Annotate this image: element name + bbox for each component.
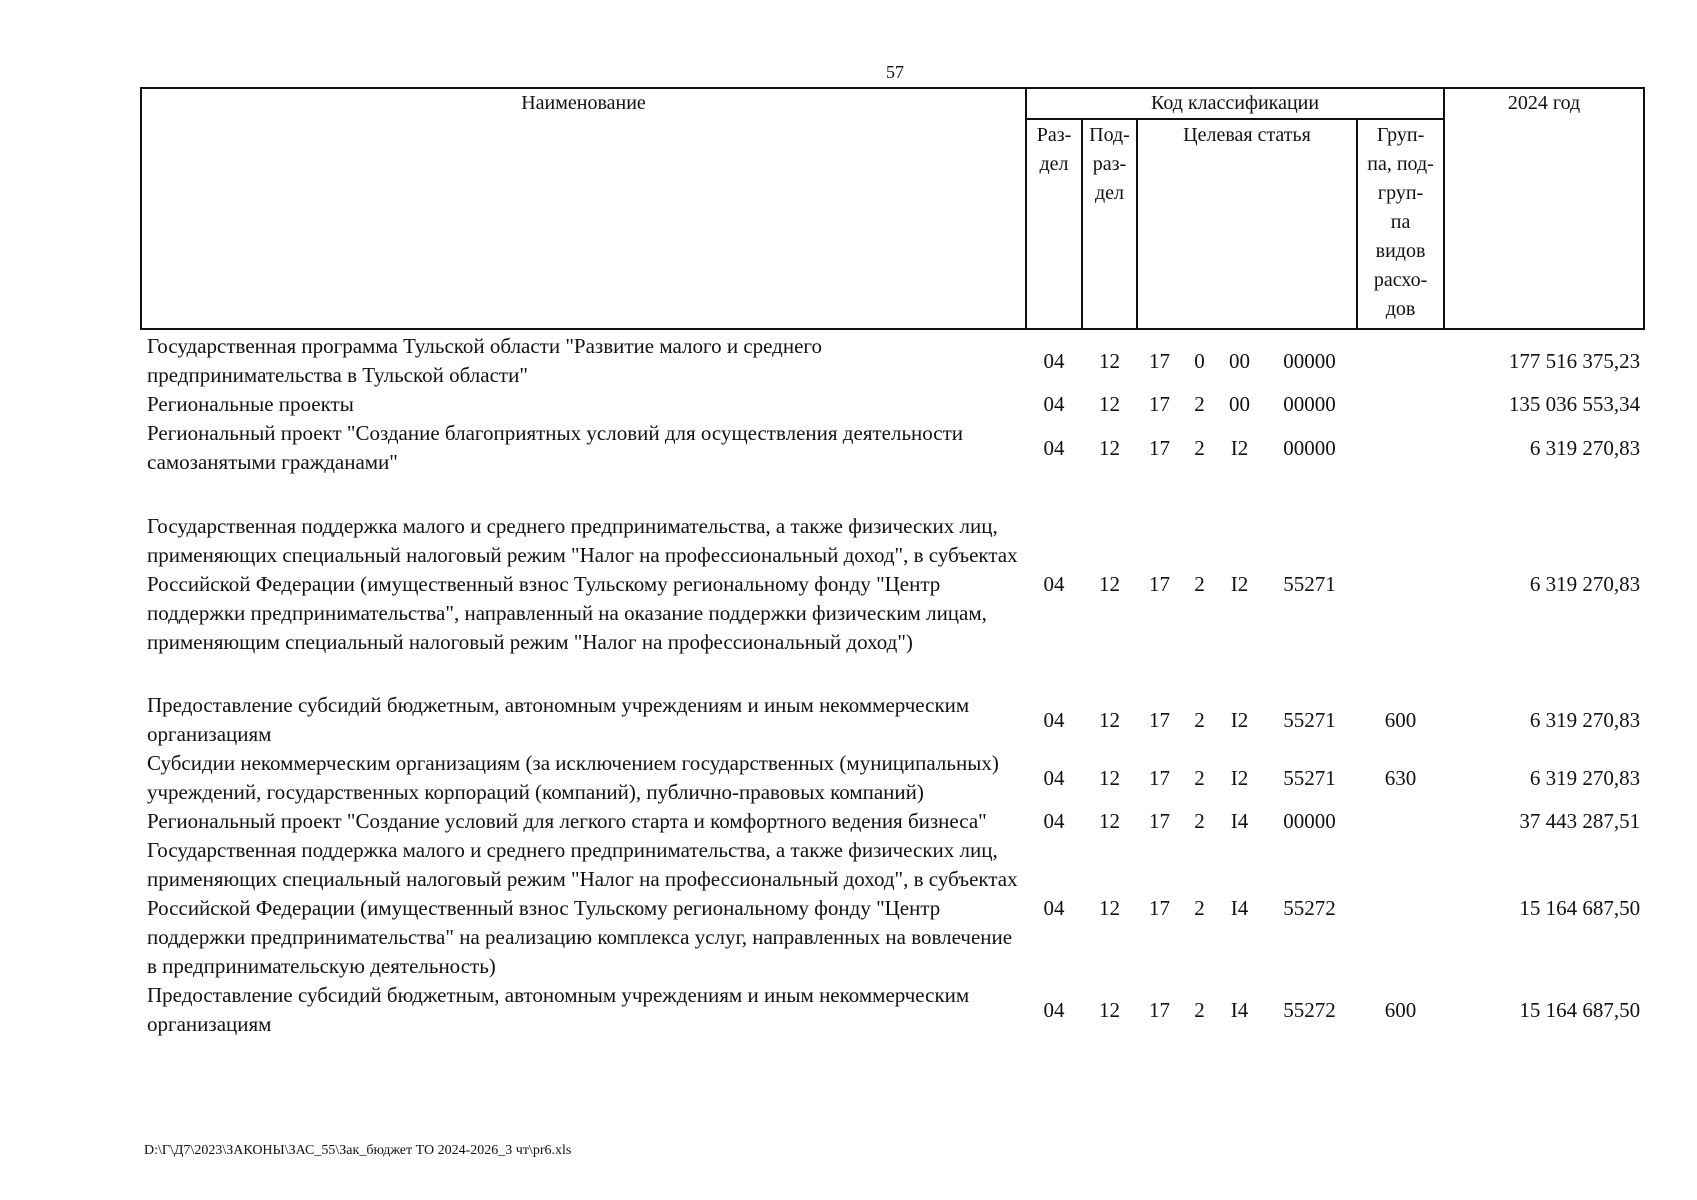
row-amount: 15 164 687,50 (1519, 997, 1641, 1022)
header-razdel: Раз- дел (1026, 119, 1082, 329)
row-amount: 6 319 270,83 (1529, 435, 1641, 460)
row-razdel: 04 (1043, 707, 1065, 732)
row-target-part-2: 2 (1194, 435, 1205, 460)
row-target-part-3: I2 (1230, 707, 1249, 732)
row-expense-group: 600 (1384, 997, 1417, 1022)
row-target-part-3: I4 (1230, 896, 1249, 920)
row-target-part-4: 00000 (1283, 435, 1336, 460)
row-expense-group (1357, 477, 1444, 691)
row-name: Субсидии некоммерческим организациям (за исключением государственных (муниципальных) учреждений, государственных корпораций (компаний), публично-правовых компаний) (147, 751, 999, 804)
row-amount: 6 319 270,83 (1529, 571, 1641, 596)
header-name: Наименование (141, 88, 1026, 329)
header-podrazdel: Под- раз- дел (1082, 119, 1137, 329)
row-name: Государственная программа Тульской области "Развитие малого и среднего предпринимательства в Тульской области" (147, 334, 823, 387)
row-target-part-4: 55271 (1283, 571, 1336, 596)
row-expense-group (1357, 329, 1444, 390)
row-name: Региональные проекты (147, 392, 354, 416)
row-expense-group (1357, 836, 1444, 981)
row-target-part-1: 17 (1149, 707, 1170, 732)
row-name: Региональный проект "Создание условий для легкого старта и комфортного ведения бизнеса" (147, 809, 987, 833)
row-amount: 37 443 287,51 (1519, 809, 1641, 833)
table-row (141, 836, 1644, 981)
row-razdel: 04 (1043, 435, 1065, 460)
row-target-part-2: 2 (1194, 896, 1205, 920)
row-target-part-1: 17 (1149, 896, 1170, 920)
table-row (141, 477, 1644, 691)
row-target-part-3: I4 (1230, 997, 1249, 1022)
row-target-part-3: 00 (1229, 392, 1250, 416)
table-row (141, 419, 1644, 477)
row-razdel: 04 (1043, 765, 1065, 790)
row-razdel: 04 (1043, 997, 1065, 1022)
row-expense-group: 630 (1384, 765, 1417, 790)
row-target-part-3: I2 (1230, 765, 1249, 790)
table-row (141, 749, 1644, 807)
row-razdel: 04 (1043, 809, 1065, 833)
row-expense-group (1357, 807, 1444, 836)
row-name: Государственная поддержка малого и среднего предпринимательства, а также физических лиц, применяющих специальный налоговый режим "Налог на профессиональный доход", в субъектах Российской Федерации (имущественный взнос Тульскому региональному фонду "Центр поддержки предпринимательства", направленный на оказание поддержки физическим лицам, применяющим специальный налоговый режим "Налог на профессиональный доход") (147, 513, 1018, 654)
table-row (141, 981, 1644, 1039)
row-target-part-2: 0 (1194, 348, 1205, 373)
row-target-part-1: 17 (1149, 765, 1170, 790)
row-target-part-1: 17 (1149, 571, 1170, 596)
row-target-part-2: 2 (1194, 809, 1205, 833)
row-expense-group: 600 (1384, 707, 1417, 732)
row-expense-group (1357, 419, 1444, 477)
row-name: Региональный проект "Создание благоприятных условий для осуществления деятельности самозанятыми гражданами" (147, 421, 964, 474)
row-expense-group (1357, 390, 1444, 419)
table-row (141, 691, 1644, 749)
row-target-part-4: 00000 (1283, 348, 1336, 373)
row-target-part-1: 17 (1149, 435, 1170, 460)
row-name: Предоставление субсидий бюджетным, автономным учреждениям и иным некоммерческим организациям (147, 693, 970, 746)
row-razdel: 04 (1043, 896, 1065, 920)
row-target-part-3: I4 (1230, 809, 1249, 833)
page-number: 57 (886, 62, 904, 82)
row-target-part-1: 17 (1149, 348, 1170, 373)
row-razdel: 04 (1043, 392, 1065, 416)
table-row (141, 329, 1644, 390)
row-amount: 6 319 270,83 (1529, 707, 1641, 732)
row-target-part-1: 17 (1149, 997, 1170, 1022)
row-razdel: 04 (1043, 571, 1065, 596)
row-podrazdel: 12 (1099, 392, 1120, 416)
header-target-article: Целевая статья (1137, 119, 1357, 329)
row-name: Предоставление субсидий бюджетным, автономным учреждениям и иным некоммерческим организациям (147, 983, 970, 1036)
header-year: 2024 год (1444, 88, 1644, 329)
row-target-part-4: 55271 (1283, 707, 1336, 732)
header-expense-group: Груп- па, под- груп- па видов расхо- дов (1357, 119, 1444, 329)
header-code-group: Код классификации (1026, 88, 1444, 119)
row-podrazdel: 12 (1099, 348, 1120, 373)
row-target-part-3: I2 (1230, 435, 1249, 460)
row-target-part-2: 2 (1194, 707, 1205, 732)
row-amount: 177 516 375,23 (1508, 348, 1641, 373)
row-target-part-4: 00000 (1283, 809, 1336, 833)
row-podrazdel: 12 (1099, 707, 1120, 732)
table-body (141, 329, 1644, 1039)
row-podrazdel: 12 (1099, 896, 1120, 920)
row-podrazdel: 12 (1099, 765, 1120, 790)
row-target-part-2: 2 (1194, 997, 1205, 1022)
row-podrazdel: 12 (1099, 435, 1120, 460)
row-target-part-2: 2 (1194, 571, 1205, 596)
row-target-part-3: 00 (1229, 348, 1250, 373)
file-path-footer: D:\Г\Д7\2023\ЗАКОНЫ\ЗАС_55\Зак_бюджет ТО 2024-2026_3 чт\pr6.xls (144, 1143, 572, 1158)
budget-table (140, 87, 1645, 1039)
row-amount: 135 036 553,34 (1508, 392, 1641, 416)
table-row (141, 390, 1644, 419)
row-target-part-4: 55272 (1283, 896, 1336, 920)
row-target-part-4: 55272 (1283, 997, 1336, 1022)
row-name: Государственная поддержка малого и среднего предпринимательства, а также физических лиц, применяющих специальный налоговый режим "Налог на профессиональный доход", в субъектах Российской Федерации (имущественный взнос Тульскому региональному фонду "Центр поддержки предпринимательства" на реализацию комплекса услуг, направленных на вовлечение в предпринимательскую деятельность) (147, 838, 1018, 978)
row-target-part-2: 2 (1194, 765, 1205, 790)
table-row (141, 807, 1644, 836)
row-podrazdel: 12 (1099, 571, 1120, 596)
row-target-part-1: 17 (1149, 809, 1170, 833)
row-target-part-4: 55271 (1283, 765, 1336, 790)
row-amount: 6 319 270,83 (1529, 765, 1641, 790)
row-target-part-3: I2 (1230, 571, 1249, 596)
row-razdel: 04 (1043, 348, 1065, 373)
row-target-part-4: 00000 (1283, 392, 1336, 416)
row-amount: 15 164 687,50 (1519, 896, 1641, 920)
row-podrazdel: 12 (1099, 809, 1120, 833)
row-target-part-1: 17 (1149, 392, 1170, 416)
row-podrazdel: 12 (1099, 997, 1120, 1022)
row-target-part-2: 2 (1194, 392, 1205, 416)
